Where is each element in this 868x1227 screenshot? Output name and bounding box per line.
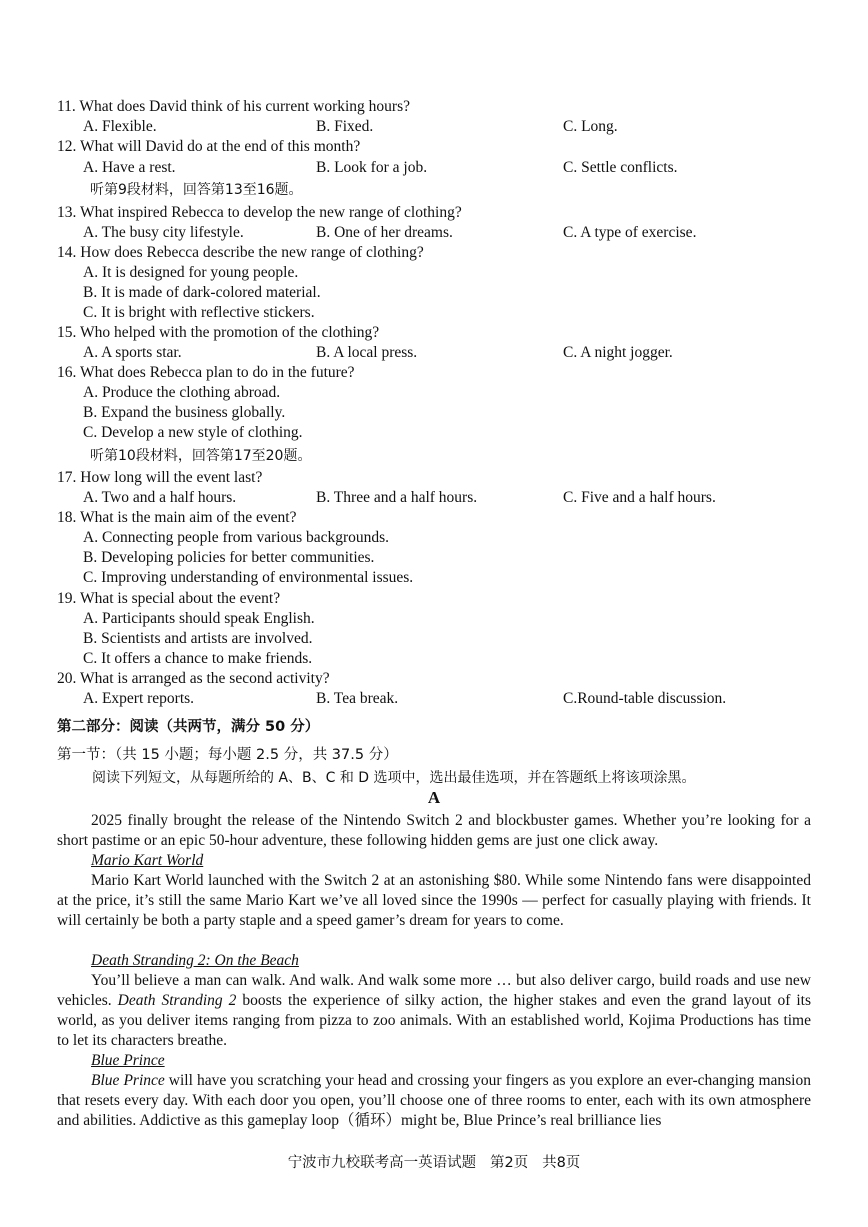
question-19-option-a [0,609,868,629]
option-c: C. It offers a chance to make friends. [83,650,313,667]
game-description-mario-kart: Mario Kart World launched with the Switch 2 at an astonishing $80. While some Nintendo fans were disappointed at the price, it’s still the same Mario Kart we’ve all loved since the 1990s — perfect for casually playing with friends. It will certainly be both a party staple and a speed gamer’s dream for years to come. [57,872,811,929]
question-14-option-a [0,263,868,283]
question-stem: 13. What inspired Rebecca to develop the new range of clothing? [57,204,462,221]
option-a: A. Two and a half hours. [83,489,237,506]
instruction-text: 听第10段材料，回答第17至20题。 [90,448,312,464]
option-a: A. A sports star. [83,344,182,361]
option-c: C. Five and a half hours. [563,489,716,506]
section-title: 第一节：（共 15 小题；每小题 2.5 分，共 37.5 分） [57,747,398,763]
question-stem: 12. What will David do at the end of this month? [57,138,361,155]
option-c: C. A night jogger. [563,344,673,361]
question-11-options [0,117,868,137]
paragraph-text: will have you scratching your head and crossing your fingers as you explore an ever-changing mansion that resets every day. With each door you open, you’ll choose one of three rooms to enter, each with its own atmosphere and abilities. Addictive as this gameplay loop（循环）might be, Blue Prince’s real brilliance lies [57,1072,811,1129]
question-stem: 15. Who helped with the promotion of the clothing? [57,324,380,341]
question-stem: 16. What does Rebecca plan to do in the future? [57,364,355,381]
option-a: A. It is designed for young people. [83,264,299,281]
question-12-options [0,158,868,178]
question-16-option-c [0,423,868,443]
question-20 [0,669,868,689]
question-stem: 14. How does Rebecca describe the new range of clothing? [57,244,424,261]
question-stem: 11. What does David think of his current working hours? [57,98,410,115]
option-b: B. It is made of dark-colored material. [83,284,321,301]
question-16 [0,363,868,383]
paragraph-text: boosts the experience of silky action, the higher stakes and even the grand layout of its world, as you deliver items ranging from pizza to zoo animals. With an established world, Kojima Productions has time to let its characters breathe. [57,992,811,1049]
option-c: C. Settle conflicts. [563,159,678,176]
question-18-option-a [0,528,868,548]
option-b: B. Developing policies for better communities. [83,549,375,566]
part-title: 第二部分：阅读（共两节，满分 50 分） [57,719,320,735]
option-c: C. Improving understanding of environmental issues. [83,569,414,586]
question-18 [0,508,868,528]
option-c: C. It is bright with reflective stickers. [83,304,315,321]
question-14-option-b [0,283,868,303]
option-a: A. Flexible. [83,118,157,135]
option-b: B. Fixed. [316,118,374,135]
page-footer: 宁波市九校联考高一英语试题 第2页 共8页 [287,1155,581,1171]
italic-game-name: Blue Prince [91,1072,165,1089]
paragraph-text: You’ll believe a man can walk. And walk. And walk some more … but also deliver cargo, build roads and use new vehicles. [57,972,811,1009]
question-14-option-c [0,303,868,323]
option-a: A. Connecting people from various backgrounds. [83,529,390,546]
question-19 [0,589,868,609]
game-description-blue-prince [57,1071,811,1131]
game-title-mario-kart: Mario Kart World [91,852,204,869]
option-b: B. One of her dreams. [316,224,453,241]
option-b: B. Expand the business globally. [83,404,286,421]
question-20-options [0,689,868,709]
question-15 [0,323,868,343]
option-c: C. A type of exercise. [563,224,697,241]
listening-instruction [0,180,868,200]
question-stem: 20. What is arranged as the second activity? [57,670,330,687]
question-15-options [0,343,868,363]
option-b: B. A local press. [316,344,418,361]
instruction-text: 听第9段材料，回答第13至16题。 [90,182,303,198]
option-a: A. Have a rest. [83,159,176,176]
option-c: C.Round-table discussion. [563,690,727,707]
passage-label: A [427,788,441,807]
question-17 [0,468,868,488]
question-19-option-b [0,629,868,649]
question-13 [0,203,868,223]
reading-instruction: 阅读下列短文，从每题所给的 A、B、C 和 D 选项中，选出最佳选项，并在答题纸上将该项涂黑。 [92,770,696,786]
option-a: A. Produce the clothing abroad. [83,384,281,401]
question-stem: 17. How long will the event last? [57,469,263,486]
question-11 [0,97,868,117]
question-14 [0,243,868,263]
option-b: B. Tea break. [316,690,399,707]
question-stem: 18. What is the main aim of the event? [57,509,297,526]
option-a: A. Expert reports. [83,690,195,707]
game-description-death-stranding [57,971,811,1051]
option-a: A. The busy city lifestyle. [83,224,244,241]
option-b: B. Look for a job. [316,159,428,176]
passage-intro: 2025 finally brought the release of the Nintendo Switch 2 and blockbuster games. Whether you’re looking for a short pastime or an epic 50-hour adventure, these following hidden gems are just one click away. [57,812,811,849]
game-title-blue-prince: Blue Prince [91,1052,165,1069]
question-16-option-a [0,383,868,403]
option-c: C. Long. [563,118,618,135]
option-a: A. Participants should speak English. [83,610,315,627]
listening-instruction [0,446,868,466]
italic-game-name: Death Stranding 2 [117,992,237,1009]
question-12 [0,137,868,157]
option-b: B. Three and a half hours. [316,489,478,506]
question-13-options [0,223,868,243]
question-16-option-b [0,403,868,423]
option-b: B. Scientists and artists are involved. [83,630,313,647]
game-title-death-stranding: Death Stranding 2: On the Beach [91,952,299,969]
option-c: C. Develop a new style of clothing. [83,424,303,441]
question-18-option-b [0,548,868,568]
question-18-option-c [0,568,868,588]
question-19-option-c [0,649,868,669]
question-17-options [0,488,868,508]
question-stem: 19. What is special about the event? [57,590,281,607]
